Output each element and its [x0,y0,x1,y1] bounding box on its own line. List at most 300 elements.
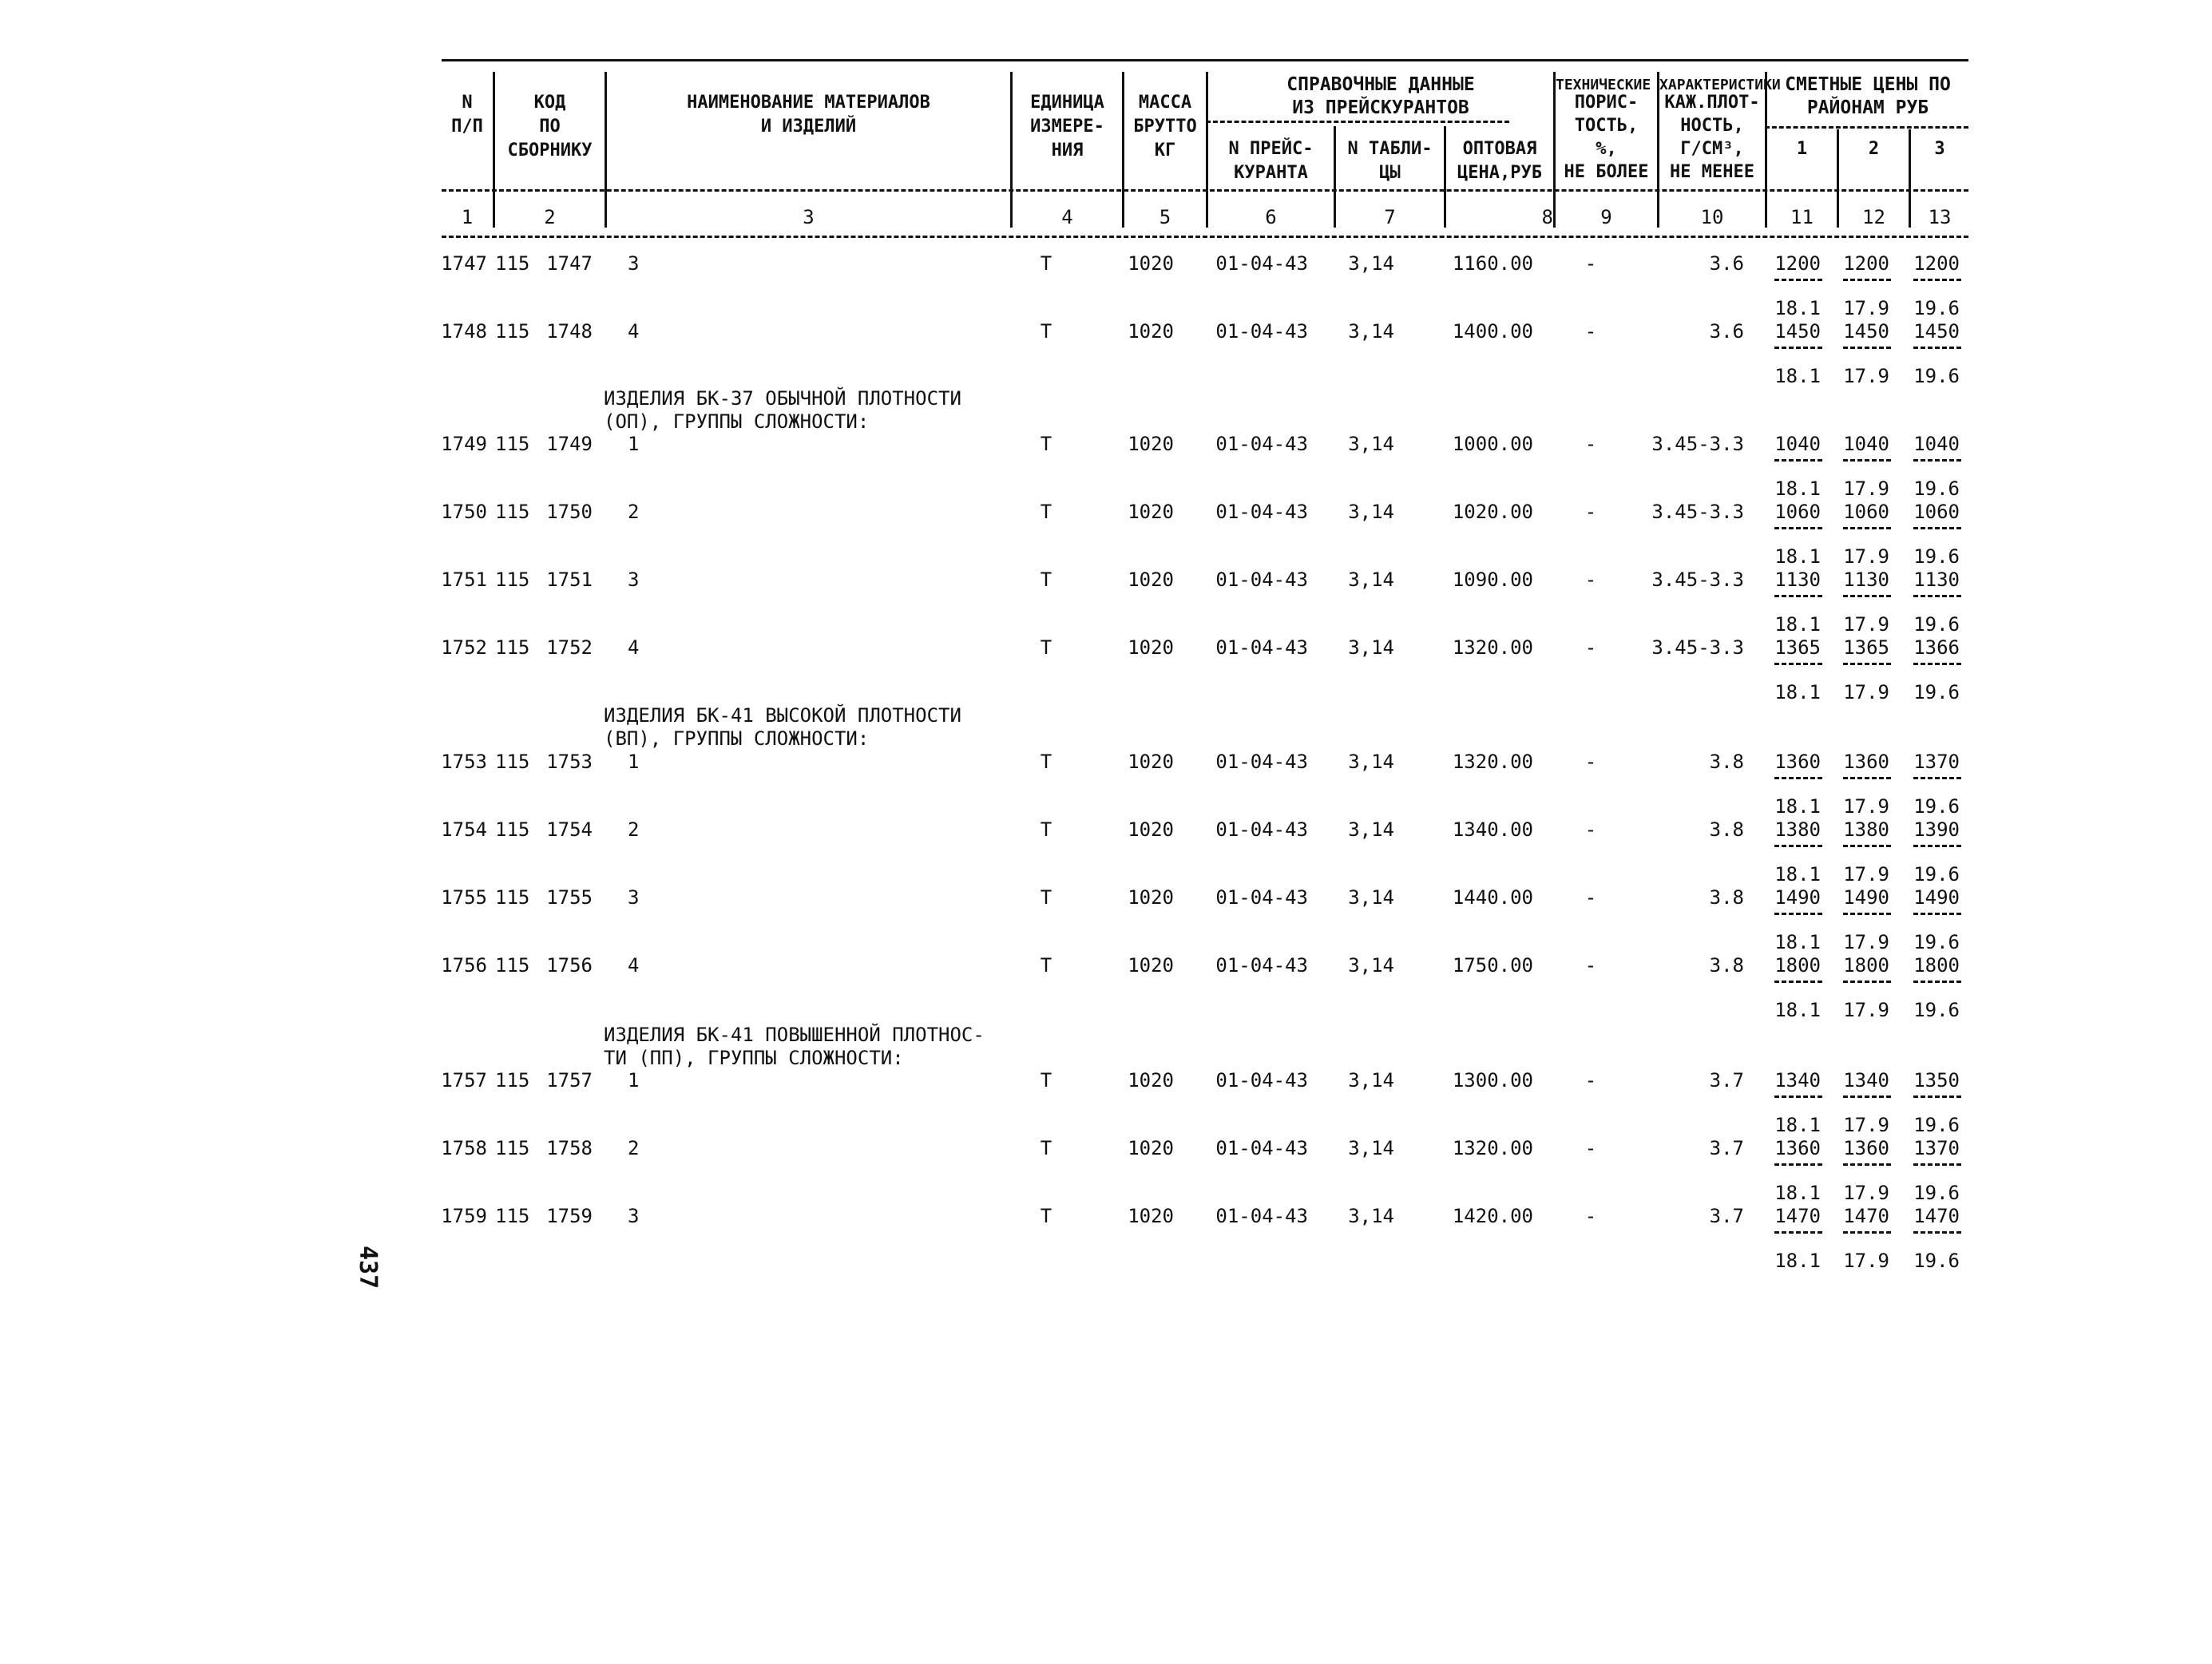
cell-kod-section: 115 [495,433,530,455]
cell-pricelist: 01-04-43 [1215,433,1308,455]
cell-kod-section: 115 [495,1069,530,1092]
fraction-bar [1774,663,1822,665]
cell-price: 1320.00 [1452,751,1533,773]
cell-coef-region-3: 19.6 [1913,863,1960,885]
colnum-4: 4 [1061,206,1073,228]
cell-price-region-1: 1200 [1774,252,1821,275]
fraction-bar [1774,279,1822,281]
fraction-bar [1774,777,1822,779]
cell-price-region-2: 1360 [1843,1137,1889,1159]
cell-coef-region-3: 19.6 [1913,1114,1960,1136]
cell-n: 1750 [441,501,487,523]
cell-table: 3,14 [1348,818,1394,841]
cell-kod-number: 1755 [546,886,593,909]
cell-porosity: - [1584,1069,1597,1092]
cell-pricelist: 01-04-43 [1215,252,1308,275]
cell-porosity: - [1584,433,1597,455]
cell-mass: 1020 [1128,1205,1174,1227]
cell-price-region-2: 1130 [1843,569,1889,591]
cell-name: 2 [628,501,640,523]
fraction-bar [1843,1231,1891,1234]
cell-price: 1320.00 [1452,1137,1533,1159]
cell-density: 3.7 [1709,1069,1744,1092]
cell-table: 3,14 [1348,569,1394,591]
colnum-3: 3 [803,206,815,228]
fraction-bar [1913,913,1961,915]
colnum-7: 7 [1384,206,1396,228]
cell-coef-region-3: 19.6 [1913,999,1960,1021]
fraction-bar [1774,981,1822,983]
cell-kod-number: 1754 [546,818,593,841]
colnum-13: 13 [1928,206,1952,228]
cell-pricelist: 01-04-43 [1215,954,1308,977]
cell-density: 3.45-3.3 [1651,636,1744,659]
cell-mass: 1020 [1128,1069,1174,1092]
fraction-bar [1843,527,1891,529]
header-table-no: N ТАБЛИ- ЦЫ [1347,139,1433,183]
cell-coef-region-3: 19.6 [1913,1182,1960,1204]
cell-price-region-2: 1490 [1843,886,1889,909]
cell-price-region-2: 1470 [1843,1205,1889,1227]
cell-name: 4 [628,636,640,659]
cell-pricelist: 01-04-43 [1215,1205,1308,1227]
cell-coef-region-2: 17.9 [1843,297,1889,319]
fraction-bar [1774,1231,1822,1234]
group-title-bk41-pp: ИЗДЕЛИЯ БК-41 ПОВЫШЕННОЙ ПЛОТНОС- ТИ (ПП), ГРУППЫ СЛОЖНОСТИ: [604,1024,985,1069]
cell-porosity: - [1584,252,1597,275]
cell-porosity: - [1584,320,1597,343]
cell-price-region-3: 1130 [1913,569,1960,591]
cell-coef-region-2: 17.9 [1843,545,1889,568]
table-row-coefficients [0,1113,2212,1137]
cell-price-region-3: 1366 [1913,636,1960,659]
header-wholesale: ОПТОВАЯ ЦЕНА,РУБ [1457,139,1542,183]
cell-density: 3.45-3.3 [1651,569,1744,591]
cell-porosity: - [1584,886,1597,909]
table-row-coefficients [0,1181,2212,1205]
cell-mass: 1020 [1128,818,1174,841]
table-row [0,636,2212,660]
cell-density: 3.7 [1709,1205,1744,1227]
header-pricelist-no: N ПРЕЙС- КУРАНТА [1228,139,1314,183]
header-kod: КОД ПО СБОРНИКУ [507,93,593,160]
cell-price: 1400.00 [1452,320,1533,343]
cell-coef-region-2: 17.9 [1843,613,1889,636]
cell-density: 3.45-3.3 [1651,433,1744,455]
cell-name: 4 [628,954,640,977]
cell-porosity: - [1584,636,1597,659]
cell-kod-number: 1757 [546,1069,593,1092]
cell-price-region-1: 1130 [1774,569,1821,591]
fraction-bar [1774,1095,1822,1098]
cell-price-region-2: 1800 [1843,954,1889,977]
cell-coef-region-2: 17.9 [1843,1114,1889,1136]
table-row [0,1068,2212,1092]
colnum-10: 10 [1700,206,1724,228]
cell-density: 3.6 [1709,320,1744,343]
cell-coef-region-1: 18.1 [1774,863,1821,885]
cell-price-region-2: 1060 [1843,501,1889,523]
cell-n: 1753 [441,751,487,773]
cell-price-region-3: 1200 [1913,252,1960,275]
cell-n: 1755 [441,886,487,909]
cell-price-region-3: 1470 [1913,1205,1960,1227]
header-mass: МАССА БРУТТО КГ [1133,93,1197,160]
cell-density: 3.7 [1709,1137,1744,1159]
cell-coef-region-2: 17.9 [1843,931,1889,953]
fraction-bar [1913,663,1961,665]
table-row-coefficients [0,296,2212,320]
fraction-bar [1913,1163,1961,1166]
cell-pricelist: 01-04-43 [1215,636,1308,659]
fraction-bar [1843,595,1891,597]
cell-table: 3,14 [1348,1205,1394,1227]
colnum-9: 9 [1600,206,1612,228]
cell-coef-region-2: 17.9 [1843,863,1889,885]
fraction-bar [1843,913,1891,915]
fraction-bar [1774,527,1822,529]
cell-price-region-3: 1370 [1913,1137,1960,1159]
header-n-pp: N П/П [451,93,483,137]
cell-n: 1757 [441,1069,487,1092]
header-unit: ЕДИНИЦА ИЗМЕРЕ- НИЯ [1030,93,1104,160]
fraction-bar [1843,663,1891,665]
cell-table: 3,14 [1348,751,1394,773]
cell-density: 3.8 [1709,886,1744,909]
cell-n: 1754 [441,818,487,841]
cell-table: 3,14 [1348,1137,1394,1159]
header-density: КАЖ.ПЛОТ- НОСТЬ, Г/СМ³, НЕ МЕНЕЕ [1664,93,1760,182]
cell-unit: Т [1040,1137,1052,1159]
cell-unit: Т [1040,569,1052,591]
cell-price: 1440.00 [1452,886,1533,909]
cell-price-region-1: 1360 [1774,1137,1821,1159]
cell-name: 2 [628,818,640,841]
fraction-bar [1774,459,1822,462]
fraction-bar [1913,1095,1961,1098]
cell-mass: 1020 [1128,1137,1174,1159]
colnum-11: 11 [1790,206,1814,228]
cell-price: 1300.00 [1452,1069,1533,1092]
cell-price-region-1: 1450 [1774,320,1821,343]
cell-coef-region-3: 19.6 [1913,613,1960,636]
cell-unit: Т [1040,1205,1052,1227]
cell-pricelist: 01-04-43 [1215,818,1308,841]
cell-price-region-1: 1365 [1774,636,1821,659]
group-title-bk37-op: ИЗДЕЛИЯ БК-37 ОБЫЧНОЙ ПЛОТНОСТИ (ОП), ГРУППЫ СЛОЖНОСТИ: [604,387,961,433]
cell-coef-region-2: 17.9 [1843,365,1889,387]
fraction-bar [1913,777,1961,779]
cell-density: 3.8 [1709,954,1744,977]
cell-price-region-2: 1360 [1843,751,1889,773]
table-row [0,750,2212,774]
table-row-coefficients [0,612,2212,636]
cell-coef-region-2: 17.9 [1843,681,1889,703]
cell-name: 1 [628,751,640,773]
table-row-coefficients [0,1249,2212,1273]
cell-kod-number: 1756 [546,954,593,977]
cell-porosity: - [1584,751,1597,773]
cell-density: 3.8 [1709,751,1744,773]
cell-mass: 1020 [1128,252,1174,275]
cell-kod-number: 1753 [546,751,593,773]
fraction-bar [1774,913,1822,915]
cell-unit: Т [1040,751,1052,773]
cell-coef-region-1: 18.1 [1774,365,1821,387]
group-title-bk41-vp: ИЗДЕЛИЯ БК-41 ВЫСОКОЙ ПЛОТНОСТИ (ВП), ГРУППЫ СЛОЖНОСТИ: [604,704,961,750]
table-row [0,1136,2212,1160]
cell-unit: Т [1040,818,1052,841]
cell-mass: 1020 [1128,954,1174,977]
colnum-12: 12 [1862,206,1885,228]
cell-price-region-3: 1490 [1913,886,1960,909]
fraction-bar [1843,1095,1891,1098]
cell-kod-number: 1758 [546,1137,593,1159]
table-row-coefficients [0,364,2212,388]
cell-table: 3,14 [1348,1069,1394,1092]
table-row [0,818,2212,842]
cell-n: 1751 [441,569,487,591]
cell-table: 3,14 [1348,501,1394,523]
cell-kod-section: 115 [495,818,530,841]
cell-pricelist: 01-04-43 [1215,886,1308,909]
cell-price-region-3: 1450 [1913,320,1960,343]
cell-price: 1160.00 [1452,252,1533,275]
cell-n: 1759 [441,1205,487,1227]
fraction-bar [1774,1163,1822,1166]
cell-porosity: - [1584,1137,1597,1159]
cell-kod-section: 115 [495,886,530,909]
cell-unit: Т [1040,954,1052,977]
cell-unit: Т [1040,886,1052,909]
colnum-8: 8 [1541,206,1553,228]
cell-unit: Т [1040,636,1052,659]
table-row [0,319,2212,343]
fraction-bar [1843,347,1891,349]
cell-kod-number: 1748 [546,320,593,343]
cell-table: 3,14 [1348,954,1394,977]
cell-porosity: - [1584,954,1597,977]
fraction-bar [1843,459,1891,462]
cell-mass: 1020 [1128,636,1174,659]
table-row-coefficients [0,545,2212,569]
table-row [0,568,2212,592]
cell-pricelist: 01-04-43 [1215,1069,1308,1092]
cell-density: 3.45-3.3 [1651,501,1744,523]
cell-porosity: - [1584,1205,1597,1227]
cell-kod-section: 115 [495,1205,530,1227]
cell-mass: 1020 [1128,886,1174,909]
cell-price-region-1: 1470 [1774,1205,1821,1227]
cell-price-region-3: 1040 [1913,433,1960,455]
cell-unit: Т [1040,1069,1052,1092]
fraction-bar [1913,595,1961,597]
cell-table: 3,14 [1348,252,1394,275]
page-number: 437 [354,1246,382,1290]
cell-price-region-2: 1200 [1843,252,1889,275]
fraction-bar [1913,347,1961,349]
fraction-bar [1843,777,1891,779]
cell-kod-section: 115 [495,501,530,523]
cell-coef-region-1: 18.1 [1774,931,1821,953]
cell-name: 3 [628,886,640,909]
table-row [0,953,2212,977]
table-row [0,500,2212,524]
cell-coef-region-1: 18.1 [1774,1250,1821,1272]
header-region-2: 2 [1868,139,1880,159]
cell-coef-region-1: 18.1 [1774,1114,1821,1136]
cell-density: 3.8 [1709,818,1744,841]
cell-table: 3,14 [1348,636,1394,659]
cell-price: 1340.00 [1452,818,1533,841]
cell-porosity: - [1584,501,1597,523]
cell-price-region-2: 1340 [1843,1069,1889,1092]
cell-price: 1000.00 [1452,433,1533,455]
cell-coef-region-1: 18.1 [1774,681,1821,703]
cell-kod-section: 115 [495,954,530,977]
cell-n: 1756 [441,954,487,977]
cell-kod-section: 115 [495,751,530,773]
cell-unit: Т [1040,252,1052,275]
cell-kod-section: 115 [495,252,530,275]
fraction-bar [1843,845,1891,847]
cell-coef-region-1: 18.1 [1774,999,1821,1021]
cell-pricelist: 01-04-43 [1215,569,1308,591]
cell-coef-region-1: 18.1 [1774,613,1821,636]
cell-name: 3 [628,569,640,591]
cell-kod-number: 1752 [546,636,593,659]
colnum-1: 1 [461,206,474,228]
cell-n: 1749 [441,433,487,455]
table-row-coefficients [0,794,2212,818]
cell-price-region-3: 1800 [1913,954,1960,977]
cell-coef-region-3: 19.6 [1913,297,1960,319]
cell-kod-number: 1759 [546,1205,593,1227]
cell-coef-region-3: 19.6 [1913,545,1960,568]
cell-kod-number: 1751 [546,569,593,591]
fraction-bar [1913,527,1961,529]
cell-price-region-2: 1450 [1843,320,1889,343]
fraction-bar [1913,279,1961,281]
cell-mass: 1020 [1128,751,1174,773]
cell-table: 3,14 [1348,886,1394,909]
table-row-coefficients [0,862,2212,886]
cell-kod-section: 115 [495,569,530,591]
cell-mass: 1020 [1128,501,1174,523]
table-row-coefficients [0,930,2212,954]
cell-price-region-3: 1390 [1913,818,1960,841]
table-row [0,1204,2212,1228]
cell-porosity: - [1584,818,1597,841]
cell-mass: 1020 [1128,320,1174,343]
header-estimate-group: СМЕТНЫЕ ЦЕНЫ ПО РАЙОНАМ РУБ [1785,74,1951,118]
cell-density: 3.6 [1709,252,1744,275]
cell-price-region-2: 1380 [1843,818,1889,841]
cell-mass: 1020 [1128,569,1174,591]
table-row-coefficients [0,680,2212,704]
cell-name: 4 [628,320,640,343]
cell-coef-region-3: 19.6 [1913,795,1960,818]
cell-pricelist: 01-04-43 [1215,1137,1308,1159]
cell-unit: Т [1040,320,1052,343]
cell-price-region-1: 1800 [1774,954,1821,977]
table-row [0,252,2212,275]
cell-kod-section: 115 [495,320,530,343]
cell-price-region-3: 1370 [1913,751,1960,773]
cell-kod-number: 1747 [546,252,593,275]
header-region-3: 3 [1934,139,1945,159]
cell-coef-region-2: 17.9 [1843,477,1889,500]
cell-coef-region-2: 17.9 [1843,795,1889,818]
cell-table: 3,14 [1348,320,1394,343]
cell-porosity: - [1584,569,1597,591]
cell-n: 1758 [441,1137,487,1159]
cell-kod-section: 115 [495,636,530,659]
cell-n: 1752 [441,636,487,659]
cell-coef-region-1: 18.1 [1774,297,1821,319]
fraction-bar [1913,1231,1961,1234]
cell-coef-region-3: 19.6 [1913,931,1960,953]
fraction-bar [1913,981,1961,983]
table-row-coefficients [0,477,2212,501]
cell-coef-region-1: 18.1 [1774,795,1821,818]
cell-coef-region-1: 18.1 [1774,477,1821,500]
cell-name: 2 [628,1137,640,1159]
cell-coef-region-1: 18.1 [1774,1182,1821,1204]
cell-price-region-3: 1060 [1913,501,1960,523]
fraction-bar [1774,347,1822,349]
fraction-bar [1913,845,1961,847]
cell-price-region-1: 1360 [1774,751,1821,773]
cell-name: 3 [628,1205,640,1227]
cell-pricelist: 01-04-43 [1215,501,1308,523]
cell-price-region-2: 1040 [1843,433,1889,455]
cell-mass: 1020 [1128,433,1174,455]
cell-coef-region-3: 19.6 [1913,477,1960,500]
colnum-2: 2 [544,206,556,228]
cell-coef-region-1: 18.1 [1774,545,1821,568]
header-region-1: 1 [1796,139,1808,159]
cell-coef-region-2: 17.9 [1843,1250,1889,1272]
cell-price-region-2: 1365 [1843,636,1889,659]
cell-name: 3 [628,252,640,275]
cell-price-region-1: 1340 [1774,1069,1821,1092]
cell-price: 1420.00 [1452,1205,1533,1227]
table-row [0,432,2212,456]
cell-n: 1748 [441,320,487,343]
cell-price-region-1: 1040 [1774,433,1821,455]
cell-pricelist: 01-04-43 [1215,320,1308,343]
cell-kod-number: 1749 [546,433,593,455]
cell-kod-section: 115 [495,1137,530,1159]
cell-pricelist: 01-04-43 [1215,751,1308,773]
cell-unit: Т [1040,501,1052,523]
table-row [0,885,2212,909]
cell-coef-region-2: 17.9 [1843,1182,1889,1204]
cell-unit: Т [1040,433,1052,455]
fraction-bar [1913,459,1961,462]
fraction-bar [1843,981,1891,983]
header-ref-group: СПРАВОЧНЫЕ ДАННЫЕ ИЗ ПРЕЙСКУРАНТОВ [1286,74,1475,118]
cell-coef-region-2: 17.9 [1843,999,1889,1021]
colnum-6: 6 [1265,206,1277,228]
cell-price: 1020.00 [1452,501,1533,523]
colnum-5: 5 [1159,206,1171,228]
cell-n: 1747 [441,252,487,275]
cell-table: 3,14 [1348,433,1394,455]
fraction-bar [1843,1163,1891,1166]
cell-price: 1750.00 [1452,954,1533,977]
